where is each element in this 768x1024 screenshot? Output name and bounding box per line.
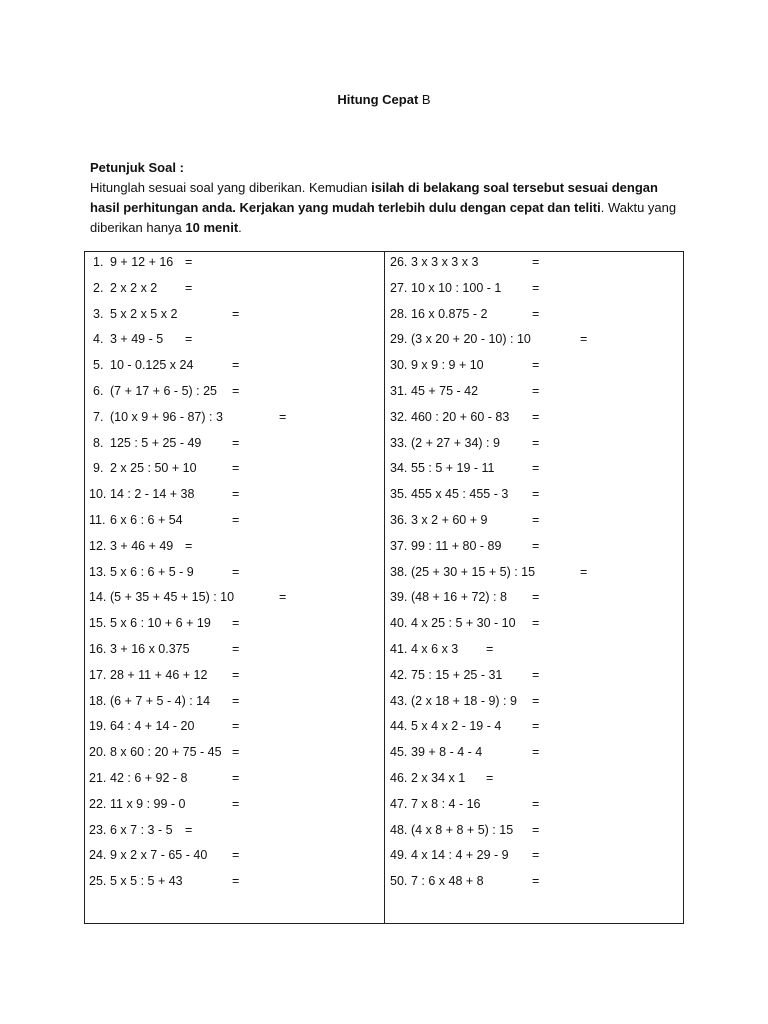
question-number: 20.	[89, 745, 107, 760]
question-expression: 3 + 49 - 5	[110, 332, 164, 347]
question-number: 45.	[390, 745, 408, 760]
question-expression: (3 x 20 + 20 - 10) : 10	[411, 332, 531, 347]
question-row	[89, 639, 379, 665]
question-row	[89, 845, 379, 871]
question-expression: 7 : 6 x 48 + 8	[411, 874, 484, 889]
question-number: 2.	[93, 280, 104, 295]
question-row	[390, 562, 680, 588]
question-expression: 9 x 9 : 9 + 10	[411, 358, 484, 373]
question-number: 39.	[390, 590, 408, 605]
question-expression: 5 x 4 x 2 - 19 - 4	[411, 719, 502, 734]
question-number: 36.	[390, 512, 408, 527]
question-number: 9.	[93, 461, 104, 476]
answer-blank[interactable]: =	[232, 641, 240, 656]
question-row	[89, 716, 379, 742]
question-number: 48.	[390, 822, 408, 837]
question-row	[390, 433, 680, 459]
question-expression: 75 : 15 + 25 - 31	[411, 667, 503, 682]
answer-blank[interactable]: =	[279, 590, 287, 605]
answer-blank[interactable]: =	[532, 306, 540, 321]
question-row	[390, 691, 680, 717]
answer-blank[interactable]: =	[232, 719, 240, 734]
question-number: 37.	[390, 538, 408, 553]
answer-blank[interactable]: =	[532, 487, 540, 502]
question-expression: 9 + 12 + 16	[110, 255, 174, 269]
answer-blank[interactable]: =	[532, 435, 540, 450]
question-row	[89, 329, 379, 355]
question-row	[390, 768, 680, 794]
question-expression: 455 x 45 : 455 - 3	[411, 487, 509, 502]
answer-blank[interactable]: =	[532, 280, 540, 295]
question-number: 41.	[390, 641, 408, 656]
question-expression: 8 x 60 : 20 + 75 - 45	[110, 745, 222, 760]
question-number: 13.	[89, 564, 107, 579]
answer-blank[interactable]: =	[232, 487, 240, 502]
question-number: 19.	[89, 719, 107, 734]
answer-blank[interactable]: =	[232, 616, 240, 631]
question-row	[390, 587, 680, 613]
question-number: 31.	[390, 383, 408, 398]
answer-blank[interactable]: =	[185, 332, 193, 347]
question-number: 28.	[390, 306, 408, 321]
answer-blank[interactable]: =	[232, 796, 240, 811]
question-row	[390, 484, 680, 510]
answer-blank[interactable]: =	[532, 822, 540, 837]
answer-blank[interactable]: =	[532, 512, 540, 527]
answer-blank[interactable]: =	[532, 848, 540, 863]
question-row	[89, 278, 379, 304]
question-expression: 460 : 20 + 60 - 83	[411, 409, 510, 424]
question-number: 21.	[89, 770, 107, 785]
question-expression: (10 x 9 + 96 - 87) : 3	[110, 409, 223, 424]
question-expression: 99 : 11 + 80 - 89	[411, 538, 502, 553]
instructions-segment: .	[238, 220, 242, 235]
question-expression: 28 + 11 + 46 + 12	[110, 667, 208, 682]
question-number: 18.	[89, 693, 107, 708]
answer-blank[interactable]: =	[532, 667, 540, 682]
answer-blank[interactable]: =	[532, 796, 540, 811]
question-number: 25.	[89, 874, 107, 889]
question-row	[390, 613, 680, 639]
question-expression: 3 + 46 + 49	[110, 538, 174, 553]
question-expression: 55 : 5 + 19 - 11	[411, 461, 495, 476]
instructions	[90, 158, 690, 238]
question-expression: 14 : 2 - 14 + 38	[110, 487, 195, 502]
question-number: 27.	[390, 280, 408, 295]
answer-blank[interactable]: =	[232, 358, 240, 373]
question-row	[89, 355, 379, 381]
question-row	[89, 458, 379, 484]
answer-blank[interactable]: =	[486, 770, 494, 785]
question-expression: (2 x 18 + 18 - 9) : 9	[411, 693, 517, 708]
question-row	[390, 794, 680, 820]
answer-blank[interactable]: =	[232, 667, 240, 682]
answer-blank[interactable]: =	[486, 641, 494, 656]
answer-blank[interactable]: =	[580, 564, 588, 579]
question-expression: 39 + 8 - 4 - 4	[411, 745, 483, 760]
answer-blank[interactable]: =	[185, 538, 193, 553]
question-number: 4.	[93, 332, 104, 347]
instructions-label: Petunjuk Soal :	[90, 160, 184, 175]
answer-blank[interactable]: =	[232, 745, 240, 760]
question-expression: 5 x 5 : 5 + 43	[110, 874, 183, 889]
question-row	[390, 665, 680, 691]
question-number: 43.	[390, 693, 408, 708]
question-expression: (7 + 17 + 6 - 5) : 25	[110, 383, 218, 398]
question-number: 7.	[93, 409, 104, 424]
question-row	[89, 871, 379, 897]
question-number: 16.	[89, 641, 107, 656]
question-number: 42.	[390, 667, 408, 682]
question-row	[390, 458, 680, 484]
question-expression: 5 x 2 x 5 x 2	[110, 306, 178, 321]
question-number: 33.	[390, 435, 408, 450]
instructions-text	[90, 178, 690, 238]
question-expression: (5 + 35 + 45 + 15) : 10	[110, 590, 235, 605]
question-number: 8.	[93, 435, 104, 450]
question-expression: 2 x 34 x 1	[411, 770, 466, 785]
question-row	[89, 433, 379, 459]
question-number: 44.	[390, 719, 408, 734]
question-expression: 2 x 25 : 50 + 10	[110, 461, 197, 476]
question-row	[89, 536, 379, 562]
question-row	[89, 304, 379, 330]
answer-blank[interactable]: =	[532, 383, 540, 398]
answer-blank[interactable]: =	[532, 461, 540, 476]
question-expression: (48 + 16 + 72) : 8	[411, 590, 507, 605]
question-expression: 42 : 6 + 92 - 8	[110, 770, 188, 785]
instructions-segment: Kerjakan yang mudah terlebih dulu dengan cepat dan teliti	[239, 200, 601, 215]
answer-blank[interactable]: =	[232, 564, 240, 579]
answer-blank[interactable]: =	[580, 332, 588, 347]
page-title	[0, 92, 768, 107]
question-row	[390, 716, 680, 742]
answer-blank[interactable]: =	[532, 255, 540, 269]
question-row	[89, 407, 379, 433]
answer-blank[interactable]: =	[532, 590, 540, 605]
question-row	[89, 381, 379, 407]
answer-blank[interactable]: =	[232, 435, 240, 450]
question-expression: 7 x 8 : 4 - 16	[411, 796, 481, 811]
question-number: 15.	[89, 616, 107, 631]
question-row	[390, 742, 680, 768]
question-row	[390, 510, 680, 536]
question-expression: 3 + 16 x 0.375	[110, 641, 190, 656]
question-row	[390, 871, 680, 897]
question-number: 6.	[93, 383, 104, 398]
question-row	[390, 355, 680, 381]
question-row	[89, 613, 379, 639]
answer-blank[interactable]: =	[279, 409, 287, 424]
question-number: 47.	[390, 796, 408, 811]
question-number: 3.	[93, 306, 104, 321]
answer-blank[interactable]: =	[532, 409, 540, 424]
question-expression: 125 : 5 + 25 - 49	[110, 435, 202, 450]
answer-blank[interactable]: =	[232, 306, 240, 321]
question-row	[89, 665, 379, 691]
question-row	[89, 768, 379, 794]
question-expression: 9 x 2 x 7 - 65 - 40	[110, 848, 208, 863]
answer-blank[interactable]: =	[232, 874, 240, 889]
question-expression: 5 x 6 : 10 + 6 + 19	[110, 616, 211, 631]
answer-blank[interactable]: =	[232, 512, 240, 527]
question-expression: 2 x 2 x 2	[110, 280, 158, 295]
question-row	[390, 304, 680, 330]
answer-blank[interactable]: =	[232, 693, 240, 708]
question-expression: 4 x 14 : 4 + 29 - 9	[411, 848, 509, 863]
answer-blank[interactable]: =	[532, 745, 540, 760]
question-row	[89, 252, 379, 278]
question-row	[390, 278, 680, 304]
question-number: 50.	[390, 874, 408, 889]
question-row	[390, 407, 680, 433]
question-expression: 64 : 4 + 14 - 20	[110, 719, 195, 734]
question-expression: 45 + 75 - 42	[411, 383, 479, 398]
question-number: 10.	[89, 487, 107, 502]
question-expression: (2 + 27 + 34) : 9	[411, 435, 500, 450]
question-row	[390, 329, 680, 355]
answer-blank[interactable]: =	[532, 719, 540, 734]
question-number: 1.	[93, 255, 104, 269]
answer-blank[interactable]: =	[232, 848, 240, 863]
question-row	[390, 639, 680, 665]
answer-blank[interactable]: =	[185, 255, 193, 269]
question-expression: 11 x 9 : 99 - 0	[110, 796, 186, 811]
question-number: 35.	[390, 487, 408, 502]
question-number: 22.	[89, 796, 107, 811]
question-number: 29.	[390, 332, 408, 347]
question-expression: 6 x 7 : 3 - 5	[110, 822, 173, 837]
question-expression: (4 x 8 + 8 + 5) : 15	[411, 822, 514, 837]
question-number: 34.	[390, 461, 408, 476]
question-row	[89, 691, 379, 717]
answer-blank[interactable]: =	[185, 822, 193, 837]
answer-blank[interactable]: =	[232, 461, 240, 476]
answer-blank[interactable]: =	[532, 874, 540, 889]
question-expression: 16 x 0.875 - 2	[411, 306, 488, 321]
instructions-segment: isilah di belakang soal tersebut sesuai dengan hasil perhitungan anda.	[90, 180, 658, 215]
question-expression: 3 x 3 x 3 x 3	[411, 255, 479, 269]
question-expression: 10 x 10 : 100 - 1	[411, 280, 502, 295]
question-number: 5.	[93, 358, 104, 373]
question-number: 23.	[89, 822, 107, 837]
question-row	[390, 536, 680, 562]
question-expression: 5 x 6 : 6 + 5 - 9	[110, 564, 194, 579]
answer-blank[interactable]: =	[532, 358, 540, 373]
question-row	[89, 562, 379, 588]
answer-blank[interactable]: =	[532, 538, 540, 553]
question-number: 24.	[89, 848, 107, 863]
question-row	[390, 252, 680, 278]
column-divider	[384, 252, 385, 923]
question-table	[84, 251, 684, 924]
question-number: 26.	[390, 255, 408, 269]
question-number: 14.	[89, 590, 107, 605]
question-expression: 10 - 0.125 x 24	[110, 358, 194, 373]
question-expression: 6 x 6 : 6 + 54	[110, 512, 183, 527]
question-expression: (25 + 30 + 15 + 5) : 15	[411, 564, 536, 579]
title-main: Hitung Cepat	[337, 92, 419, 107]
questions-left-column	[89, 252, 379, 897]
question-number: 38.	[390, 564, 408, 579]
title-suffix: B	[418, 92, 431, 107]
question-number: 11.	[89, 512, 106, 527]
instructions-segment: . Waktu yang diberikan hanya	[90, 200, 677, 235]
question-row	[89, 794, 379, 820]
answer-blank[interactable]: =	[532, 616, 540, 631]
questions-right-column	[390, 252, 680, 897]
answer-blank[interactable]: =	[185, 280, 193, 295]
question-row	[89, 510, 379, 536]
question-row	[89, 742, 379, 768]
question-expression: 4 x 25 : 5 + 30 - 10	[411, 616, 516, 631]
answer-blank[interactable]: =	[232, 770, 240, 785]
question-number: 17.	[89, 667, 107, 682]
question-expression: (6 + 7 + 5 - 4) : 14	[110, 693, 211, 708]
instructions-segment: 10 menit	[185, 220, 239, 235]
question-row	[390, 845, 680, 871]
question-row	[89, 820, 379, 846]
question-number: 30.	[390, 358, 408, 373]
instructions-segment: Hitunglah sesuai soal yang diberikan. Kemudian	[90, 180, 372, 195]
question-number: 12.	[89, 538, 107, 553]
question-number: 46.	[390, 770, 408, 785]
answer-blank[interactable]: =	[532, 693, 540, 708]
question-number: 49.	[390, 848, 408, 863]
question-row	[89, 484, 379, 510]
question-number: 32.	[390, 409, 408, 424]
question-row	[89, 587, 379, 613]
question-number: 40.	[390, 616, 408, 631]
question-row	[390, 820, 680, 846]
question-expression: 3 x 2 + 60 + 9	[411, 512, 488, 527]
question-expression: 4 x 6 x 3	[411, 641, 459, 656]
answer-blank[interactable]: =	[232, 383, 240, 398]
question-row	[390, 381, 680, 407]
